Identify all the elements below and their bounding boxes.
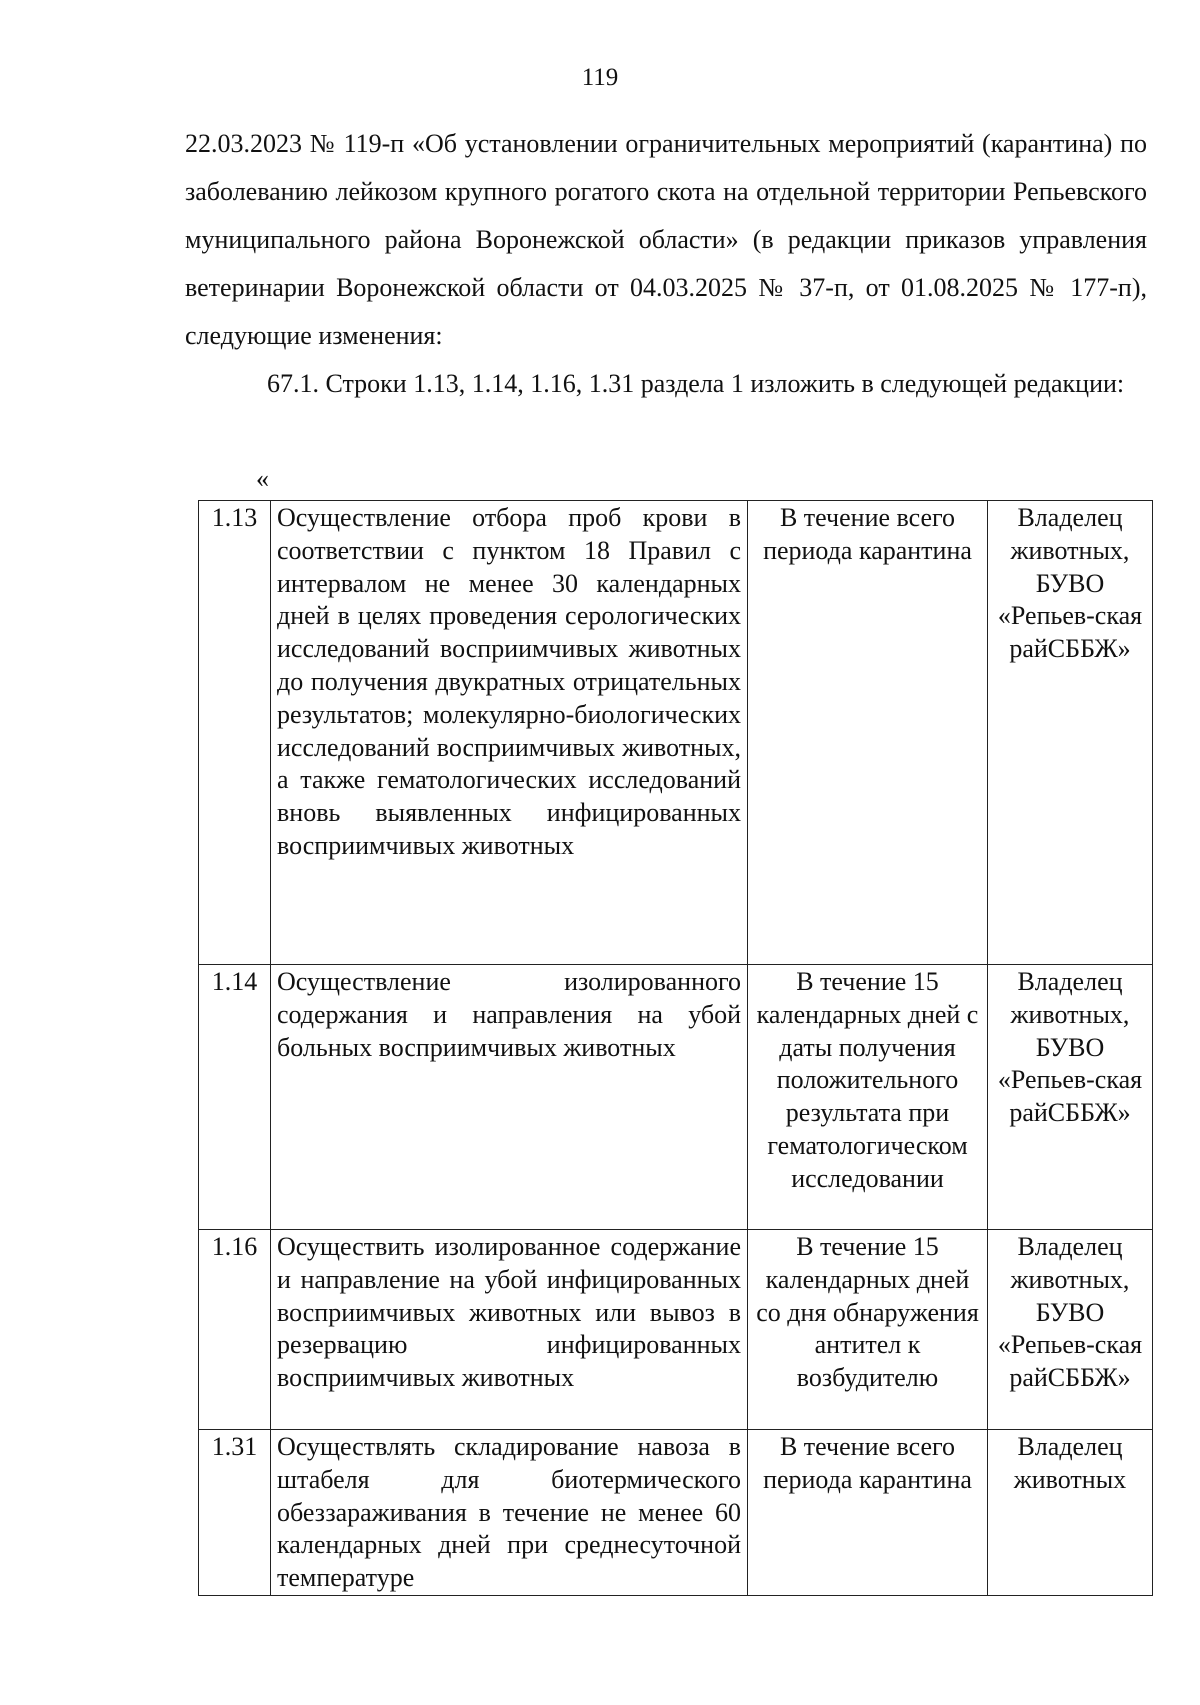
intro-paragraph-1: 22.03.2023 № 119-п «Об установлении ограничительных мероприятий (карантина) по заболеванию лейкозом крупного рогатого скота на отдельной территории Репьевского муниципального района Воронежской области» (в редакции приказов управления ветеринарии Воронежской области от 04.03.2025 № 37-п, от 01.08.2025 № 177-п), следующие изменения: (185, 129, 1147, 350)
intro-text (185, 120, 1147, 408)
opening-quote-mark: « (256, 464, 269, 493)
row-term: В течение 15 календарных дней с даты получения положительного результата при гематологическом исследовании (748, 965, 988, 1230)
intro-paragraph-2: 67.1. Строки 1.13, 1.14, 1.16, 1.31 раздела 1 изложить в следующей редакции: (267, 369, 1125, 398)
amendment-table (198, 500, 1153, 1596)
table-row (199, 1430, 1153, 1596)
row-term: В течение всего периода карантина (748, 501, 988, 965)
row-term: В течение 15 календарных дней со дня обнаружения антител к возбудителю (748, 1230, 988, 1430)
row-number: 1.13 (199, 501, 271, 965)
table-row (199, 965, 1153, 1230)
row-responsible: Владелец животных, БУВО «Репьев-ская райСББЖ» (988, 965, 1153, 1230)
row-responsible: Владелец животных, БУВО «Репьев-ская райСББЖ» (988, 1230, 1153, 1430)
table-row (199, 1230, 1153, 1430)
row-action: Осуществлять складирование навоза в штабеля для биотермического обеззараживания в течение не менее 60 календарных дней при среднесуточной температуре (271, 1430, 748, 1596)
row-action: Осуществление отбора проб крови в соответствии с пунктом 18 Правил с интервалом не менее 30 календарных дней в целях проведения серологических исследований восприимчивых животных до получения двукратных отрицательных результатов; молекулярно-биологических исследований восприимчивых животных, а также гематологических исследований вновь выявленных инфицированных восприимчивых животных (271, 501, 748, 965)
row-responsible: Владелец животных (988, 1430, 1153, 1596)
row-responsible: Владелец животных, БУВО «Репьев-ская райСББЖ» (988, 501, 1153, 965)
row-number: 1.31 (199, 1430, 271, 1596)
row-number: 1.14 (199, 965, 271, 1230)
row-action: Осуществить изолированное содержание и направление на убой инфицированных восприимчивых животных или вывоз в резервацию инфицированных восприимчивых животных (271, 1230, 748, 1430)
row-action: Осуществление изолированного содержания и направления на убой больных восприимчивых животных (271, 965, 748, 1230)
row-term: В течение всего периода карантина (748, 1430, 988, 1596)
page-number: 119 (581, 64, 619, 91)
row-number: 1.16 (199, 1230, 271, 1430)
table-row (199, 501, 1153, 965)
